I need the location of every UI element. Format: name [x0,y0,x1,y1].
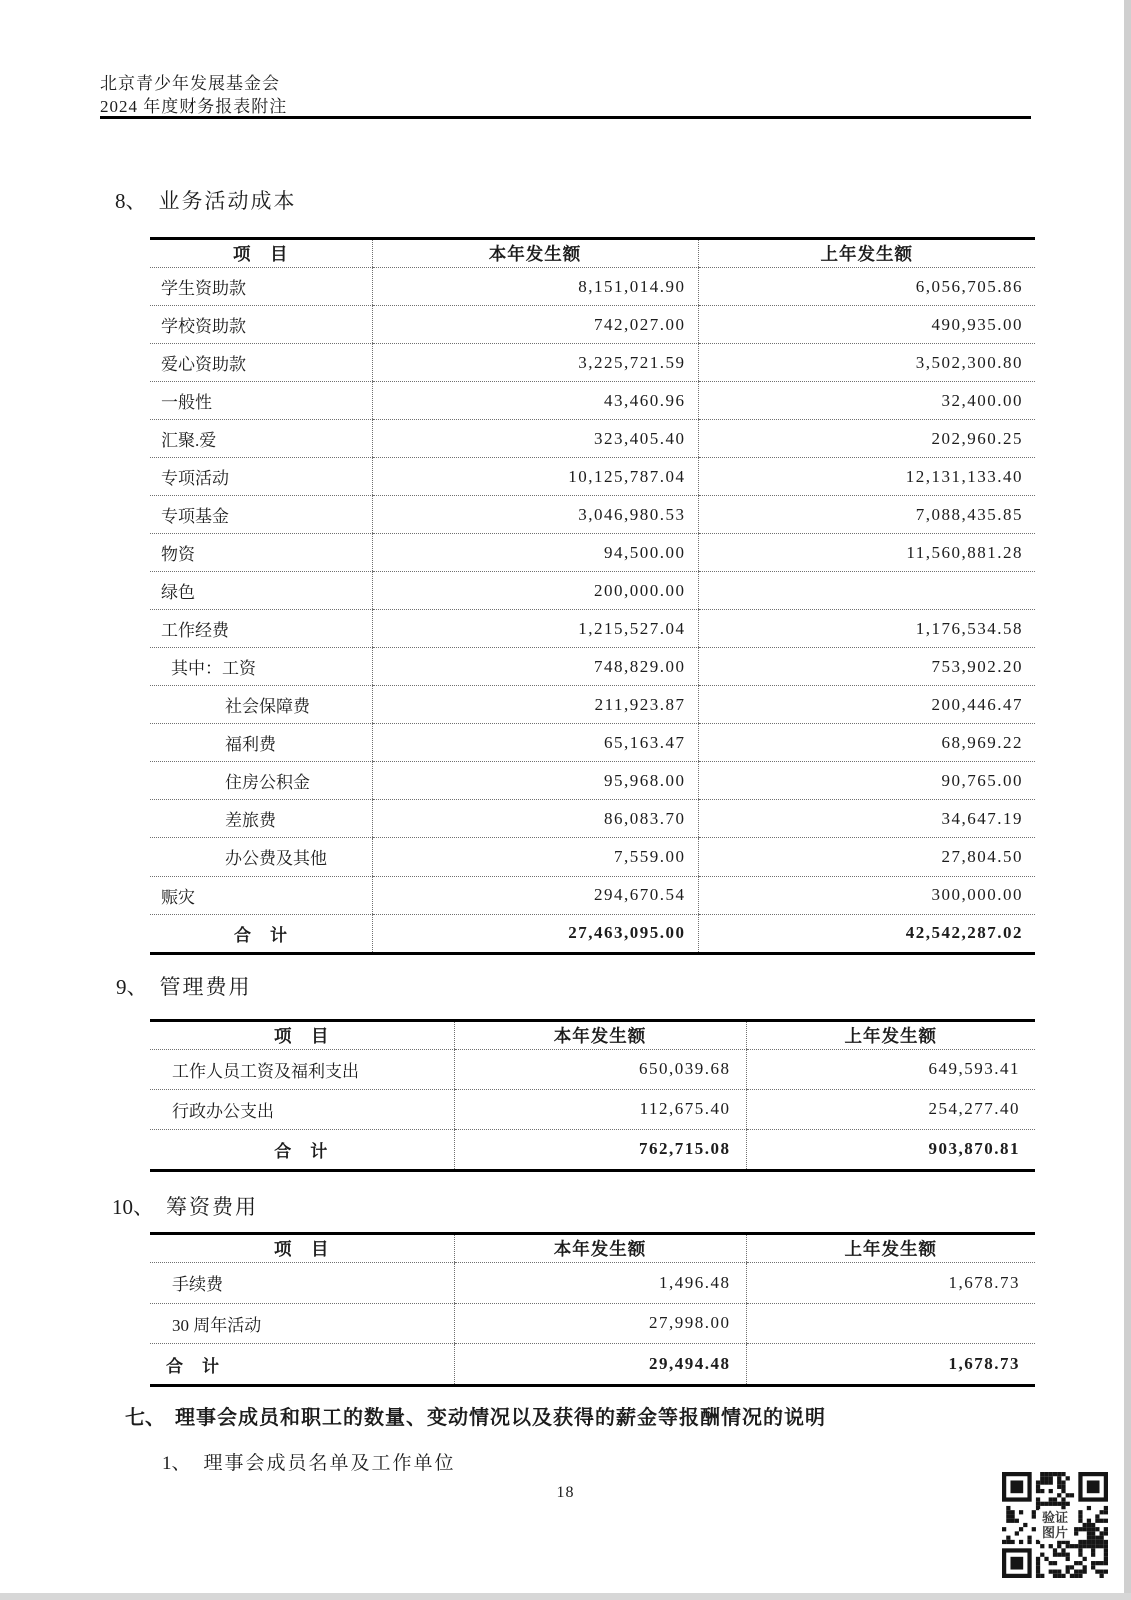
column-header: 上年发生额 [698,239,1035,268]
row-label-cell: 学校资助款 [150,306,372,344]
scan-edge-bottom [0,1593,1131,1600]
table-row [150,1050,1035,1090]
current-year-amount-cell: 112,675.40 [454,1089,746,1129]
prior-year-amount-cell: 12,131,133.40 [698,458,1035,496]
table-row [150,1344,1035,1386]
section-number: 9、 [116,975,148,999]
prior-year-amount-cell: 1,678.73 [746,1263,1035,1304]
current-year-amount-cell: 27,463,095.00 [372,914,698,953]
column-header: 本年发生额 [454,1021,746,1050]
row-label-cell: 其中：工资 [150,648,372,686]
table-row [150,1129,1035,1170]
row-label-cell: 合 计 [234,925,288,945]
table-row [150,1263,1035,1304]
prior-year-amount-cell: 3,502,300.80 [698,344,1035,382]
prior-year-amount-cell: 34,647.19 [698,800,1035,838]
table-header-row [150,1021,1035,1050]
page-number: 18 [556,1484,575,1501]
current-year-amount-cell: 94,500.00 [372,534,698,572]
current-year-amount-cell: 742,027.00 [372,306,698,344]
prior-year-amount-cell: 1,176,534.58 [698,610,1035,648]
section-number: 8、 [115,189,147,213]
fundraising-expense-table [150,1232,1035,1387]
table-row [150,838,1035,876]
row-label-cell: 福利费 [150,724,372,762]
header-rule [100,116,1031,119]
table-row [150,344,1035,382]
current-year-amount-cell: 95,968.00 [372,762,698,800]
table-row [150,914,1035,953]
column-header: 项 目 [150,239,372,268]
table-header-row [150,239,1035,268]
prior-year-amount-cell: 42,542,287.02 [698,914,1035,953]
column-header: 本年发生额 [454,1234,746,1263]
prior-year-amount-cell: 11,560,881.28 [698,534,1035,572]
section-title: 业务活动成本 [158,189,297,213]
section-8-heading [115,185,297,215]
table-row [150,610,1035,648]
table-row [150,420,1035,458]
current-year-amount-cell: 3,046,980.53 [372,496,698,534]
prior-year-amount-cell: 7,088,435.85 [698,496,1035,534]
row-label-cell: 专项活动 [150,458,372,496]
current-year-amount-cell: 86,083.70 [372,800,698,838]
subsection-1-heading [162,1448,456,1475]
current-year-amount-cell: 762,715.08 [454,1129,746,1170]
section-title: 理事会成员和职工的数量、变动情况以及获得的薪金等报酬情况的说明 [175,1407,826,1429]
prior-year-amount-cell: 490,935.00 [698,306,1035,344]
table-row [150,458,1035,496]
prior-year-amount-cell: 1,678.73 [746,1344,1035,1386]
row-label-cell: 绿色 [150,572,372,610]
current-year-amount-cell: 294,670.54 [372,876,698,914]
section-title: 筹资费用 [166,1195,258,1219]
column-header: 项 目 [150,1234,454,1263]
row-label-cell: 爱心资助款 [150,344,372,382]
table-row [150,572,1035,610]
section-9-heading [116,971,252,1001]
table-row [150,382,1035,420]
prior-year-amount-cell [698,572,1035,610]
prior-year-amount-cell: 68,969.22 [698,724,1035,762]
prior-year-amount-cell: 300,000.00 [698,876,1035,914]
prior-year-amount-cell: 649,593.41 [746,1050,1035,1090]
column-header: 上年发生额 [746,1021,1035,1050]
prior-year-amount-cell [746,1303,1035,1344]
table-row [150,1303,1035,1344]
column-header: 上年发生额 [746,1234,1035,1263]
section-10-heading [112,1191,258,1221]
row-label-cell: 合 计 [274,1141,329,1161]
row-label-cell: 行政办公支出 [150,1089,454,1129]
column-header: 本年发生额 [372,239,698,268]
column-header: 项 目 [150,1021,454,1050]
prior-year-amount-cell: 32,400.00 [698,382,1035,420]
verification-qr-code [1002,1472,1108,1578]
prior-year-amount-cell: 90,765.00 [698,762,1035,800]
table-row [150,1089,1035,1129]
report-title: 2024 年度财务报表附注 [100,97,288,116]
prior-year-amount-cell: 202,960.25 [698,420,1035,458]
row-label-cell: 工作经费 [150,610,372,648]
prior-year-amount-cell: 254,277.40 [746,1089,1035,1129]
current-year-amount-cell: 7,559.00 [372,838,698,876]
current-year-amount-cell: 43,460.96 [372,382,698,420]
table-row [150,496,1035,534]
current-year-amount-cell: 65,163.47 [372,724,698,762]
table-header-row [150,1234,1035,1263]
table-row [150,648,1035,686]
table-row [150,268,1035,306]
row-label-cell: 社会保障费 [150,686,372,724]
row-label-cell: 工作人员工资及福利支出 [150,1050,454,1090]
row-label-cell: 物资 [150,534,372,572]
document-header [100,72,287,118]
table-row [150,306,1035,344]
scan-edge-right [1124,0,1131,1600]
row-label-cell: 30 周年活动 [150,1303,454,1344]
row-label-cell: 合 计 [166,1356,220,1376]
section-title: 管理费用 [159,975,252,999]
section-title: 理事会成员名单及工作单位 [203,1453,456,1474]
prior-year-amount-cell: 27,804.50 [698,838,1035,876]
section-number: 七、 [125,1407,165,1429]
current-year-amount-cell: 323,405.40 [372,420,698,458]
management-expense-table [150,1019,1035,1172]
current-year-amount-cell: 3,225,721.59 [372,344,698,382]
row-label-cell: 办公费及其他 [150,838,372,876]
qr-overlay-line: 图片 [1041,1525,1069,1540]
qr-overlay-line: 验证 [1041,1510,1069,1525]
table-row [150,876,1035,914]
prior-year-amount-cell: 753,902.20 [698,648,1035,686]
current-year-amount-cell: 8,151,014.90 [372,268,698,306]
table-row [150,724,1035,762]
row-label-cell: 手续费 [150,1263,454,1304]
current-year-amount-cell: 200,000.00 [372,572,698,610]
row-label-cell: 赈灾 [150,876,372,914]
current-year-amount-cell: 29,494.48 [454,1344,746,1386]
row-label-cell: 一般性 [150,382,372,420]
table-row [150,686,1035,724]
table-row [150,762,1035,800]
business-activity-cost-table [150,237,1035,955]
current-year-amount-cell: 27,998.00 [454,1303,746,1344]
section-number: 10、 [112,1195,154,1219]
qr-overlay-text [1039,1509,1071,1541]
row-label-cell: 差旅费 [150,800,372,838]
current-year-amount-cell: 650,039.68 [454,1050,746,1090]
org-name: 北京青少年发展基金会 [100,74,280,93]
current-year-amount-cell: 1,496.48 [454,1263,746,1304]
current-year-amount-cell: 10,125,787.04 [372,458,698,496]
row-label-cell: 住房公积金 [150,762,372,800]
part-7-heading [125,1401,826,1430]
row-label-cell: 专项基金 [150,496,372,534]
row-label-cell: 汇聚.爱 [150,420,372,458]
current-year-amount-cell: 211,923.87 [372,686,698,724]
table-row [150,534,1035,572]
prior-year-amount-cell: 6,056,705.86 [698,268,1035,306]
prior-year-amount-cell: 200,446.47 [698,686,1035,724]
prior-year-amount-cell: 903,870.81 [746,1129,1035,1170]
current-year-amount-cell: 1,215,527.04 [372,610,698,648]
current-year-amount-cell: 748,829.00 [372,648,698,686]
section-number: 1、 [162,1453,191,1474]
table-row [150,800,1035,838]
row-label-cell: 学生资助款 [150,268,372,306]
